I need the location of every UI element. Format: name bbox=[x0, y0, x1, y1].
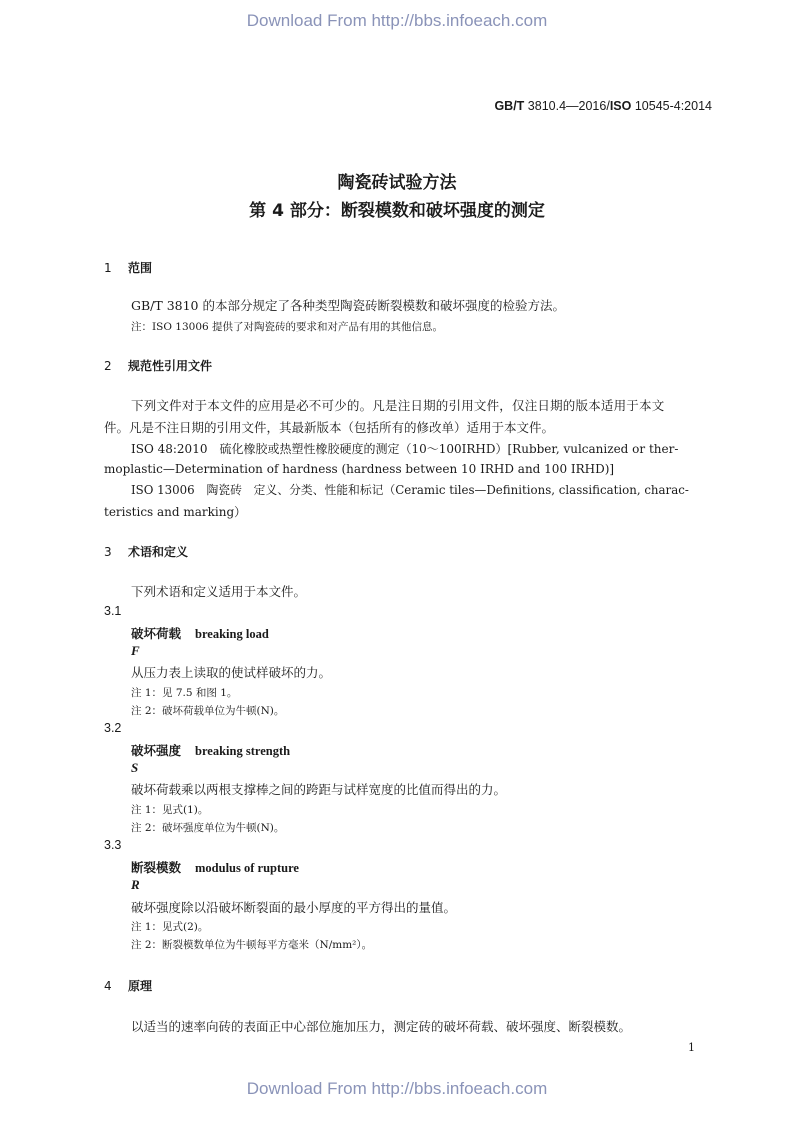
term-symbol: R bbox=[131, 877, 140, 892]
term-number: 3.1 bbox=[104, 604, 122, 618]
note: 注 1：见式(2)。 bbox=[131, 921, 209, 933]
paragraph-line: 件。凡是不注日期的引用文件，其最新版本（包括所有的修改单）适用于本文件。 bbox=[104, 420, 555, 435]
section-heading-3 bbox=[104, 543, 188, 560]
iso-prefix: ISO bbox=[609, 99, 632, 113]
note: 注 1：见 7.5 和图 1。 bbox=[131, 687, 238, 699]
term-cn: 破坏荷载 bbox=[131, 626, 182, 641]
term-definition: 破坏荷载乘以两根支撑棒之间的跨距与试样宽度的比值而得出的力。 bbox=[131, 782, 507, 797]
note: 注 2：破坏荷载单位为牛顿(N)。 bbox=[131, 705, 285, 717]
note: 注 2：破坏强度单位为牛顿(N)。 bbox=[131, 822, 285, 834]
term-symbol: F bbox=[131, 643, 140, 658]
std-prefix: GB/T bbox=[494, 99, 525, 113]
section-title: 原理 bbox=[128, 979, 153, 993]
term-name bbox=[131, 624, 269, 642]
term-cn: 破坏强度 bbox=[131, 743, 182, 758]
term-en: modulus of rupture bbox=[195, 861, 299, 875]
paragraph: GB/T 3810 的本部分规定了各种类型陶瓷砖断裂模数和破坏强度的检验方法。 bbox=[131, 298, 565, 313]
term-number: 3.2 bbox=[104, 721, 122, 735]
section-heading-1 bbox=[104, 259, 152, 276]
note: 注 1：见式(1)。 bbox=[131, 804, 209, 816]
term-definition: 从压力表上读取的使试样破坏的力。 bbox=[131, 665, 332, 680]
reference-item-cont: moplastic—Determination of hardness (hardness between 10 IRHD and 100 IRHD)] bbox=[104, 462, 615, 476]
page-number: 1 bbox=[688, 1041, 695, 1054]
paragraph: 以适当的速率向砖的表面正中心部位施加压力，测定砖的破坏荷载、破坏强度、断裂模数。 bbox=[131, 1019, 632, 1034]
section-title: 术语和定义 bbox=[128, 545, 189, 559]
paragraph: 下列术语和定义适用于本文件。 bbox=[131, 584, 307, 599]
section-heading-4 bbox=[104, 977, 152, 994]
term-name bbox=[131, 741, 290, 759]
term-en: breaking strength bbox=[195, 744, 291, 758]
paragraph-line: 下列文件对于本文件的应用是必不可少的。凡是注日期的引用文件，仅注日期的版本适用于本文 bbox=[131, 398, 665, 413]
std-code: 3810.4—2016/ bbox=[524, 99, 610, 113]
note: 注：ISO 13006 提供了对陶瓷砖的要求和对产品有用的其他信息。 bbox=[131, 321, 444, 333]
section-number: 2 bbox=[104, 359, 112, 373]
term-symbol: S bbox=[131, 760, 139, 775]
section-title: 范围 bbox=[128, 261, 153, 275]
term-en: breaking load bbox=[195, 627, 269, 641]
term-name bbox=[131, 858, 299, 876]
standard-number bbox=[494, 99, 712, 113]
watermark-top: Download From http://bbs.infoeach.com bbox=[246, 11, 548, 30]
iso-code: 10545-4:2014 bbox=[631, 99, 712, 113]
reference-item: ISO 13006 陶瓷砖 定义、分类、性能和标记（Ceramic tiles—Definitions, classification, charac- bbox=[131, 483, 689, 497]
reference-item: ISO 48:2010 硫化橡胶或热塑性橡胶硬度的测定（10～100IRHD）[Rubber, vulcanized or ther- bbox=[131, 442, 679, 456]
term-cn: 断裂模数 bbox=[131, 860, 182, 875]
document-title-line2: 第 4 部分：断裂模数和破坏强度的测定 bbox=[249, 201, 545, 221]
term-definition: 破坏强度除以沿破坏断裂面的最小厚度的平方得出的量值。 bbox=[131, 900, 457, 915]
section-number: 3 bbox=[104, 545, 112, 559]
watermark-bottom: Download From http://bbs.infoeach.com bbox=[246, 1079, 548, 1098]
section-title: 规范性引用文件 bbox=[128, 359, 213, 373]
section-heading-2 bbox=[104, 357, 212, 374]
reference-item-cont: teristics and marking） bbox=[104, 505, 247, 519]
document-title-line1: 陶瓷砖试验方法 bbox=[337, 173, 457, 193]
note: 注 2：断裂模数单位为牛顿每平方毫米（N/mm²）。 bbox=[131, 939, 373, 951]
section-number: 4 bbox=[104, 979, 112, 993]
section-number: 1 bbox=[104, 261, 112, 275]
term-number: 3.3 bbox=[104, 838, 122, 852]
